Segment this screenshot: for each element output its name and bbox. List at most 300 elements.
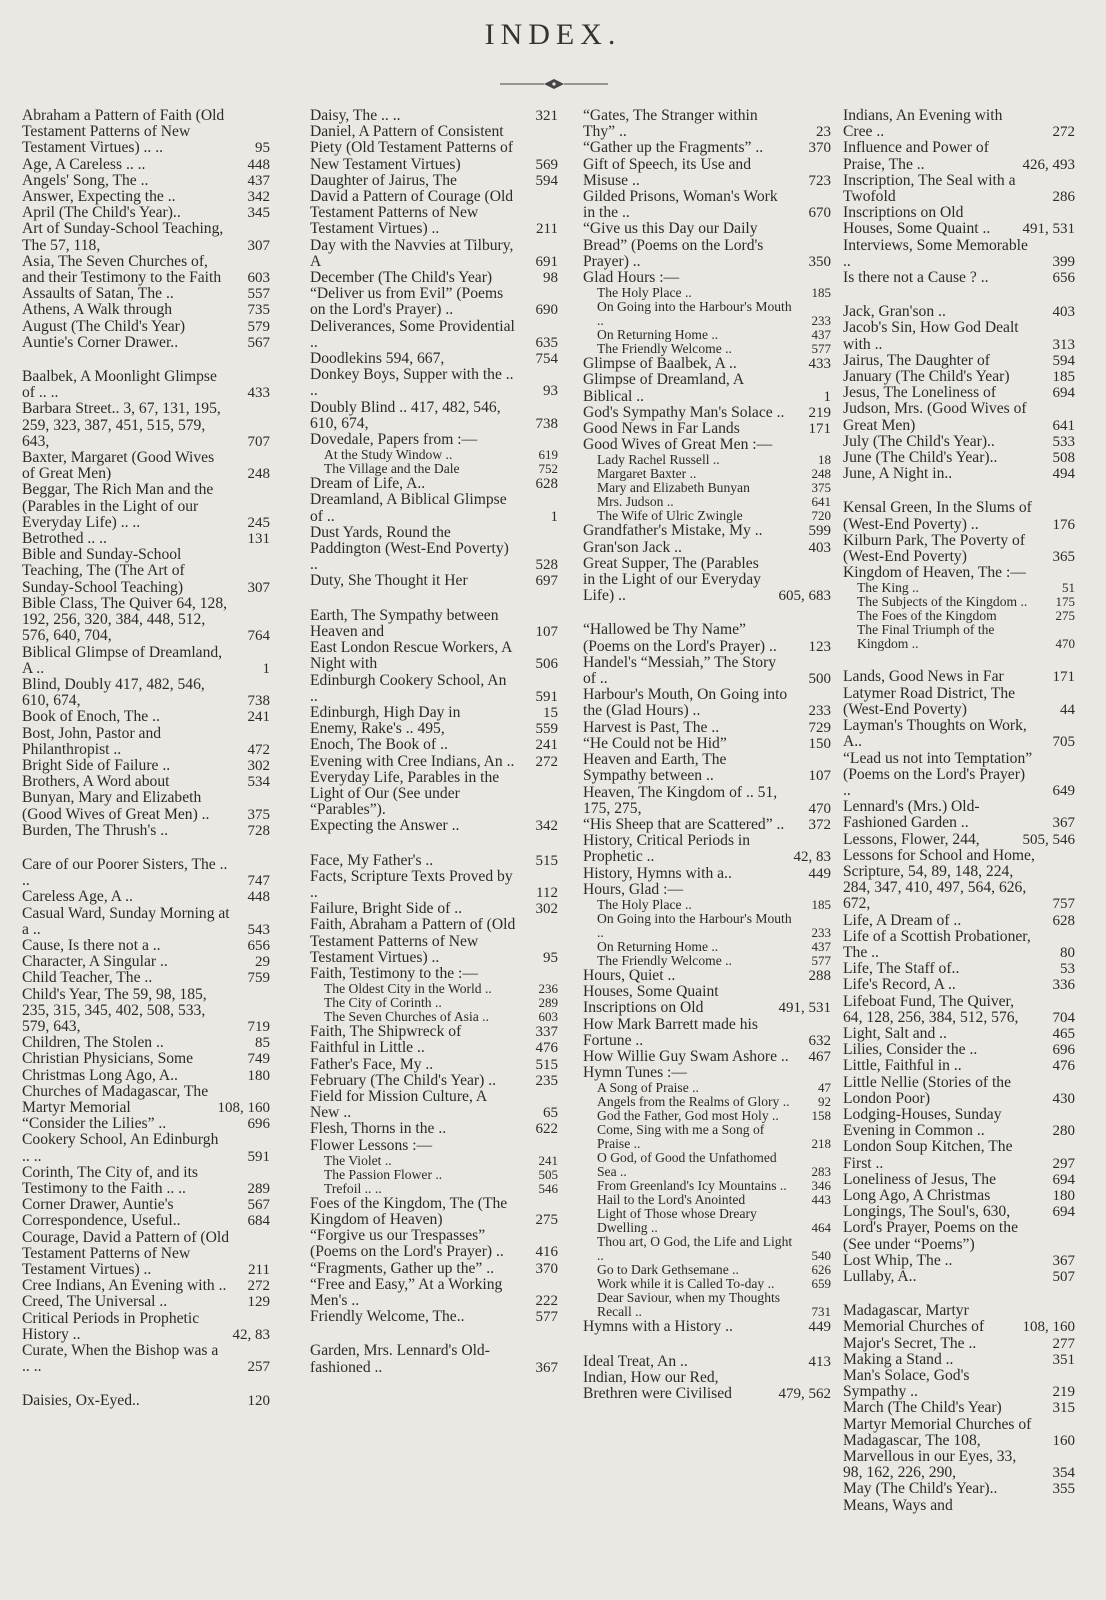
entry-pages: 367 [1052,815,1075,832]
entry-title: Means, Ways and [843,1496,953,1514]
entry-title: February (The Child's Year) .. [310,1071,497,1089]
index-subentry [583,467,831,481]
entry-pages: 95 [255,140,270,157]
index-entry [583,221,831,270]
index-entry [22,319,270,335]
index-column-1 [22,108,270,1410]
index-entry [310,1057,558,1073]
page-title: INDEX. [484,18,622,51]
entry-pages: 494 [1052,466,1075,483]
entry-title: Dust Yards, Round the Paddington (West-End Poverty) .. [310,523,509,574]
entry-pages: 53 [1060,961,1075,978]
entry-pages: 505, 546 [1022,831,1075,848]
index-subentry [583,912,831,940]
index-entry [843,1417,1075,1449]
index-entry [22,401,270,450]
entry-pages: 403 [808,539,831,556]
index-entry [22,1311,270,1343]
entry-pages: 543 [247,921,270,938]
index-subentry [583,1193,831,1207]
index-entry [310,1196,558,1228]
index-entry [583,1017,831,1049]
entry-title: Inscription, The Seal with a Twofold [843,171,1016,206]
index-entry [310,901,558,917]
entry-pages: 704 [1052,1009,1075,1026]
entry-title: Glimpse of Dreamland, A Biblical .. [583,371,744,405]
entry-title: Dovedale, Papers from :— [310,431,478,449]
entry-title: Life, A Dream of .. [843,911,962,929]
entry-pages: 437 [811,938,831,954]
entry-title: Little, Faithful in .. [843,1057,962,1075]
index-entry [583,1319,831,1335]
index-entry [843,238,1075,270]
entry-title: Longings, The Soul's, 630, [843,1203,1011,1221]
entry-title: Assaults of Satan, The .. [22,285,174,303]
entry-pages: 467 [808,1048,831,1065]
entry-pages: 754 [535,351,558,368]
entry-pages: 731 [811,1304,831,1320]
entry-pages: 464 [811,1220,831,1236]
entry-pages: 719 [247,1018,270,1035]
index-entry [843,173,1075,205]
index-subentry [583,1081,831,1095]
entry-pages: 107 [808,768,831,785]
entry-title: Life's Record, A .. [843,976,956,994]
entry-title: Baalbek, A Moonlight Glimpse of .. .. [22,368,217,402]
entry-pages: 176 [1052,516,1075,533]
entry-pages: 211 [248,1262,270,1279]
entry-pages: 272 [1052,124,1075,141]
index-entry [310,1024,558,1040]
entry-title: The Friendly Welcome .. [597,952,732,968]
index-subentry [583,954,831,968]
entry-title: Man's Solace, God's Sympathy .. [843,1367,970,1401]
entry-title: Edinburgh Cookery School, An .. [310,671,507,705]
entry-pages: 591 [247,1148,270,1165]
entry-title: “Lead us not into Temptation” (Poems on the Lord's Prayer) .. [843,749,1033,799]
index-entry [583,405,831,421]
entry-pages: 567 [247,334,270,351]
index-entry [843,1188,1075,1204]
index-entry [22,857,270,889]
entry-title: Faithful in Little .. [310,1039,425,1057]
index-entry [22,1165,270,1197]
index-entry [22,1132,270,1164]
index-entry [843,913,1075,929]
entry-title: Earth, The Sympathy between Heaven and [310,606,499,640]
index-entry [310,1343,558,1375]
entry-pages: 185 [1052,369,1075,386]
entry-pages: 470 [1055,636,1075,652]
entry-pages: 233 [808,703,831,720]
index-entry [843,320,1075,352]
index-subentry [583,1235,831,1263]
entry-title: Good News in Far Lands [583,420,740,438]
entry-title: Garden, Mrs. Lennard's Old-fashioned .. [310,1342,490,1376]
entry-title: Jesus, The Loneliness of [843,384,997,402]
entry-title: Faith, Abraham a Pattern of (Old Testament Patterns of New Testament Virtues) .. [310,916,516,966]
entry-title: History, Critical Periods in Prophetic .. [583,832,751,866]
entry-title: Doubly Blind .. 417, 482, 546, 610, 674, [310,398,501,432]
index-subentry [583,286,831,300]
index-entry [843,140,1075,172]
entry-pages: 42, 83 [232,1326,270,1343]
entry-title: Creed, The Universal .. [22,1293,168,1311]
entry-title: Angels from the Realms of Glory .. [597,1094,790,1110]
index-entry [310,319,558,351]
entry-title: Come, Sing with me a Song of Praise .. [597,1122,765,1152]
entry-title: Corinth, The City of, and its Testimony to the Faith .. .. [22,1163,199,1197]
entry-title: On Returning Home .. [597,327,719,343]
entry-title: Long Ago, A Christmas [843,1186,991,1204]
entry-title: The King .. [857,580,919,596]
entry-pages: 1 [550,508,558,525]
entry-pages: 275 [535,1211,558,1228]
index-entry [22,1051,270,1067]
entry-pages: 108, 160 [217,1099,270,1116]
entry-title: “Fragments, Gather up the” .. [310,1259,495,1277]
index-entry [310,476,558,492]
entry-title: Bright Side of Failure .. [22,756,171,774]
index-entry [583,785,831,817]
entry-title: “Free and Easy,” At a Working Men's .. [310,1275,503,1309]
entry-title: History, Hymns with a.. [583,864,732,882]
section-gap [310,835,558,853]
entry-title: Casual Ward, Sunday Morning at a .. [22,904,230,938]
entry-title: Day with the Navvies at Tilbury, A [310,236,514,270]
section-gap [843,286,1075,304]
entry-title: Life of a Scottish Probationer, The .. [843,927,1031,961]
entry-pages: 559 [535,721,558,738]
index-entry [22,1343,270,1375]
index-entry [843,385,1075,401]
entry-pages: 288 [808,967,831,984]
entry-title: The Holy Place .. [597,285,692,301]
entry-title: The Foes of the Kingdom [857,608,997,624]
index-entry [22,369,270,401]
entry-title: Daisies, Ox-Eyed.. [22,1392,140,1410]
entry-pages: 533 [1052,433,1075,450]
entry-title: Hours, Quiet .. [583,966,676,984]
index-entry [310,270,558,286]
entry-title: Light, Salt and .. [843,1024,947,1042]
entry-title: Christmas Long Ago, A.. [22,1066,178,1084]
entry-title: The Oldest City in the World .. [324,981,492,997]
entry-title: “Gates, The Stranger within Thy” .. [583,107,758,141]
index-entry [310,1089,558,1121]
entry-pages: 1 [823,388,831,405]
index-entry [843,799,1075,831]
entry-title: Lifeboat Fund, The Quiver, 64, 128, 256, 384, 512, 576, [843,992,1019,1026]
entry-title: July (The Child's Year).. [843,432,995,450]
entry-title: Children, The Stolen .. [22,1034,164,1052]
entry-pages: 123 [808,638,831,655]
entry-title: Angels' Song, The .. [22,171,149,189]
entry-title: “Deliver us from Evil” (Poems on the Lord's Prayer) .. [310,285,504,319]
ornament-divider [500,78,608,90]
index-entry [310,367,558,399]
index-entry [843,1139,1075,1171]
index-entry [843,1400,1075,1416]
entry-pages: 42, 83 [793,849,831,866]
section-gap [583,604,831,622]
entry-pages: 375 [811,480,831,496]
index-entry [843,1172,1075,1188]
index-entry [843,369,1075,385]
index-entry [310,173,558,189]
entry-pages: 437 [811,327,831,343]
entry-title: Faith, The Shipwreck of [310,1023,462,1041]
entry-pages: 15 [543,704,558,721]
index-entry [843,108,1075,140]
entry-pages: 280 [1052,1123,1075,1140]
entry-title: Glad Hours :— [583,269,680,287]
index-entry [843,832,1075,848]
entry-pages: 180 [1052,1187,1075,1204]
entry-pages: 515 [535,852,558,869]
entry-pages: 591 [535,688,558,705]
entry-pages: 641 [811,494,831,510]
entry-title: Mrs. Judson .. [597,494,674,510]
entry-pages: 342 [247,189,270,206]
index-entry [22,221,270,253]
entry-pages: 289 [247,1181,270,1197]
entry-pages: 236 [538,981,558,997]
entry-title: Asia, The Seven Churches of, and their Testimony to the Faith [22,252,222,287]
entry-title: The Violet .. [324,1152,392,1168]
entry-title: Gran'son Jack .. [583,538,682,556]
index-entry [310,737,558,753]
entry-pages: 515 [535,1056,558,1073]
index-entry [310,525,558,574]
entry-title: East London Rescue Workers, A Night with [310,639,512,673]
entry-title: The Holy Place .. [597,896,692,912]
entry-title: Heaven and Earth, The Sympathy between .. [583,751,727,785]
index-entry [22,286,270,302]
entry-pages: 476 [1052,1058,1075,1075]
entry-pages: 80 [1060,944,1075,961]
entry-pages: 437 [247,172,270,189]
index-entry [22,531,270,547]
entry-title: Athens, A Walk through [22,301,173,319]
entry-pages: 505 [538,1166,558,1182]
entry-pages: 632 [808,1032,831,1049]
entry-pages: 370 [808,140,831,157]
entry-pages: 283 [811,1164,831,1180]
entry-title: “Give us this Day our Daily Bread” (Poems on the Lord's Prayer) .. [583,220,764,270]
entry-pages: 500 [808,671,831,688]
entry-pages: 302 [247,757,270,774]
index-entry [843,994,1075,1026]
index-entry [843,1107,1075,1139]
entry-pages: 286 [1052,189,1075,206]
entry-pages: 635 [535,334,558,351]
entry-title: Christian Physicians, Some [22,1050,194,1068]
entry-title: The Seven Churches of Asia .. [324,1009,489,1025]
index-entry [22,1393,270,1409]
index-entry [22,906,270,938]
index-entry [843,500,1075,532]
entry-pages: 449 [808,865,831,882]
entry-title: Lullaby, A.. [843,1268,917,1285]
entry-pages: 656 [1052,270,1075,287]
entry-title: Jacob's Sin, How God Dealt with .. [843,319,1019,353]
entry-pages: 426, 493 [1022,156,1075,173]
index-entry [843,1026,1075,1042]
entry-title: Abraham a Pattern of Faith (Old Testament Patterns of New Testament Virtues) .. .. [22,107,225,157]
index-entry [843,961,1075,977]
entry-title: Dear Saviour, when my Thoughts Recall .. [597,1290,781,1320]
entry-pages: 321 [535,108,558,124]
entry-title: Curate, When the Bishop was a .. .. [22,1342,219,1376]
entry-title: Everyday Life, Parables in the Light of Our (See under “Parables”). [310,768,500,819]
entry-title: Child Teacher, The .. [22,969,153,987]
index-entry [583,108,831,140]
index-entry [843,565,1075,581]
index-entry [583,523,831,539]
entry-title: The Final Triumph of the Kingdom .. [857,622,995,652]
entry-pages: 413 [808,1353,831,1370]
entry-pages: 628 [1052,912,1075,929]
entry-pages: 723 [808,172,831,189]
entry-pages: 696 [247,1116,270,1133]
entry-pages: 729 [808,719,831,736]
entry-pages: 605, 683 [778,588,831,605]
entry-pages: 694 [1052,1171,1075,1188]
index-entry [583,157,831,189]
entry-title: Lessons for School and Home, Scripture, 54, 89, 148, 224, 284, 347, 410, 497, 564, 626, 672, [843,846,1035,913]
entry-title: Beggar, The Rich Man and the (Parables in the Light of our Everyday Life) .. .. [22,481,214,531]
index-entry [310,573,558,589]
index-entry [22,302,270,318]
section-gap [22,351,270,369]
entry-pages: 218 [811,1136,831,1152]
index-entry [843,1303,1075,1335]
index-entry [310,1277,558,1309]
entry-title: “His Sheep that are Scattered” .. [583,815,785,833]
entry-title: Daughter of Jairus, The [310,171,457,189]
entry-pages: 313 [1052,336,1075,353]
index-entry [22,645,270,677]
entry-pages: 567 [247,1197,270,1214]
index-entry [22,450,270,482]
index-entry [583,556,831,605]
index-entry [583,882,831,898]
index-entry [310,351,558,367]
index-entry [843,1253,1075,1269]
index-entry [22,889,270,905]
entry-pages: 98 [543,270,558,287]
index-entry [22,157,270,173]
entry-title: Foes of the Kingdom, The (The Kingdom of Heaven) [310,1194,508,1228]
index-entry [22,547,270,596]
index-entry [310,108,558,124]
index-entry [843,1449,1075,1481]
entry-pages: 346 [811,1178,831,1194]
entry-pages: 594 [1052,352,1075,369]
index-entry [310,1261,558,1277]
index-entry [22,189,270,205]
index-subentry [843,595,1075,609]
entry-title: May (The Child's Year).. [843,1480,998,1498]
index-entry [583,833,831,865]
entry-title: Hymn Tunes :— [583,1064,687,1082]
entry-pages: 433 [247,385,270,402]
entry-title: Faith, Testimony to the :— [310,964,478,982]
entry-title: Thou art, O God, the Life and Light .. [597,1234,793,1264]
section-gap [310,1325,558,1343]
index-entry [310,640,558,672]
entry-title: The Village and the Dale [324,461,460,477]
entry-pages: 29 [255,954,270,971]
index-entry [310,754,558,770]
entry-title: Barbara Street.. 3, 67, 131, 195, 259, 323, 387, 451, 515, 579, 643, [22,400,221,450]
entry-title: Dreamland, A Biblical Glimpse of .. [310,491,507,525]
entry-title: Age, A Careless .. .. [22,155,146,173]
entry-title: Enoch, The Book of .. [310,736,448,754]
entry-pages: 433 [808,356,831,373]
entry-pages: 534 [247,774,270,791]
entry-title: Biblical Glimpse of Dreamland, A .. [22,643,223,677]
entry-title: Kilburn Park, The Poverty of (West-End Poverty) [843,531,1026,566]
index-entry [583,866,831,882]
index-entry [583,687,831,719]
index-entry [22,173,270,189]
entry-pages: 603 [538,1009,558,1025]
entry-title: Field for Mission Culture, A New .. [310,1087,487,1122]
entry-title: Corner Drawer, Auntie's [22,1196,174,1214]
index-entry [310,818,558,834]
entry-title: Marvellous in our Eyes, 33, 98, 162, 226, 290, [843,1448,1017,1482]
index-subentry [583,342,831,356]
entry-title: Indian, How our Red, Brethren were Civilised [583,1368,732,1402]
index-subentry [310,1182,558,1196]
index-subentry [583,481,831,495]
entry-pages: 448 [247,156,270,173]
entry-pages: 241 [538,1152,558,1168]
entry-pages: 569 [535,156,558,173]
index-entry [22,1230,270,1279]
entry-title: Bible and Sunday-School Teaching, The (The Art of Sunday-School Teaching) [22,546,185,596]
entry-title: Heaven, The Kingdom of .. 51, 175, 275, [583,783,778,817]
entry-title: Bible Class, The Quiver 64, 128, 192, 256, 320, 384, 448, 512, 576, 640, 704, [22,594,228,645]
index-entry [583,720,831,736]
index-entry [583,270,831,286]
entry-pages: 108, 160 [1022,1319,1075,1336]
index-subentry [583,1291,831,1319]
entry-title: Great Supper, The (Parables in the Light of our Everyday Life) .. [583,554,761,605]
index-entry [583,421,831,437]
index-entry [583,1354,831,1370]
entry-title: The City of Corinth .. [324,995,442,1011]
entry-title: Child's Year, The 59, 98, 185, 235, 315, 345, 402, 508, 533, 579, 643, [22,985,207,1035]
entry-pages: 540 [811,1248,831,1264]
entry-title: Lands, Good News in Far [843,668,1004,686]
index-entry [22,1197,270,1213]
index-subentry [583,940,831,954]
index-entry [310,917,558,966]
entry-pages: 728 [247,822,270,839]
index-entry [843,751,1075,800]
entry-title: The Subjects of the Kingdom .. [857,594,1028,610]
index-subentry [310,1154,558,1168]
entry-title: Martyr Memorial Churches of Madagascar, The 108, [843,1415,1032,1449]
section-gap [22,1375,270,1393]
entry-title: How Mark Barrett made his Fortune .. [583,1015,758,1049]
entry-pages: 626 [811,1262,831,1278]
index-subentry [310,996,558,1010]
entry-pages: 619 [538,447,558,463]
